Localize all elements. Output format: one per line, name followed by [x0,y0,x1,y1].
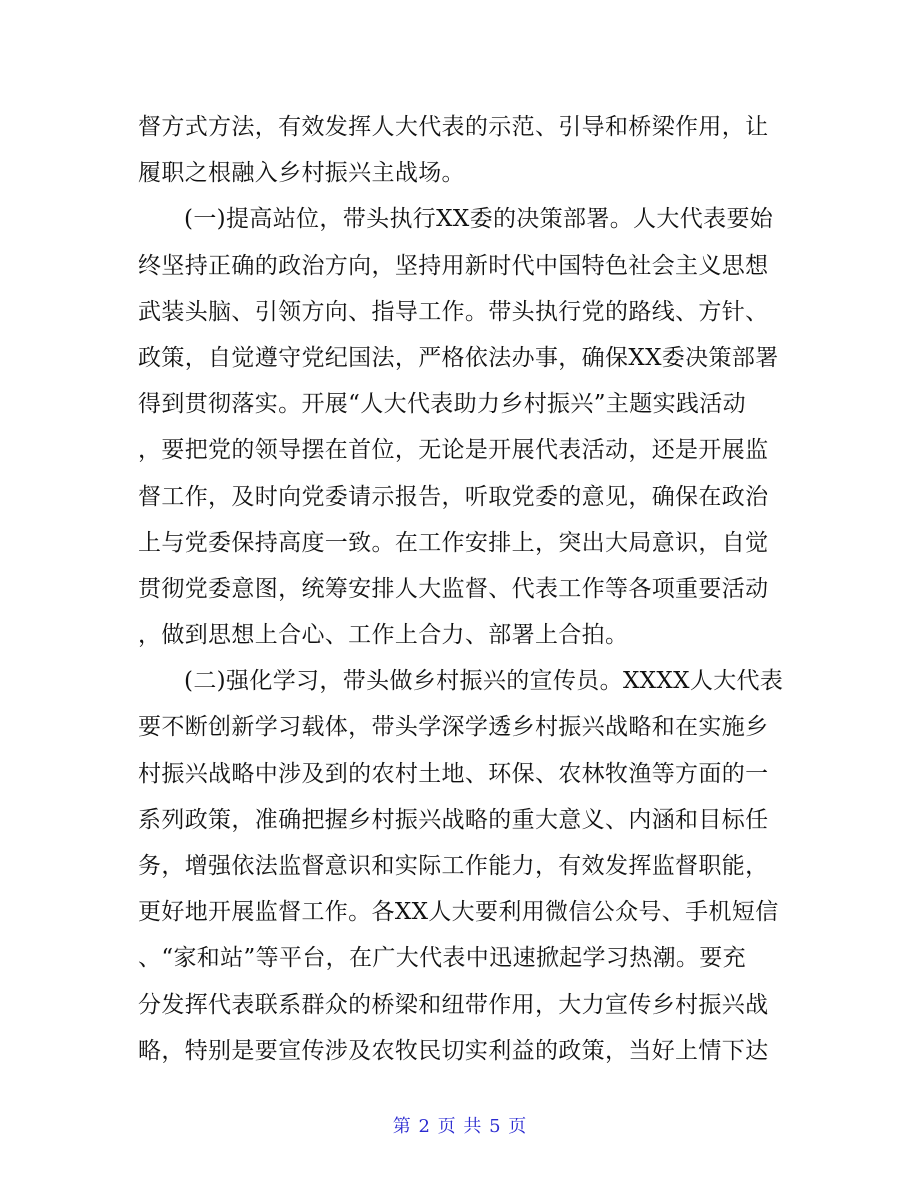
text-line: 履职之根融入乡村振兴主战场。 [138,160,465,187]
text-line: 更好地开展监督工作。各XX人大要利用微信公众号、手机短信 [138,899,779,926]
text-line: 贯彻党委意图，统筹安排人大监督、代表工作等各项重要活动 [138,575,769,602]
text-line: 政策，自觉遵守党纪国法，严格依法办事，确保XX委决策部署 [138,344,779,371]
text-line: 略，特别是要宣传涉及农牧民切实利益的政策，当好上情下达 [138,1037,769,1064]
text-line: 村振兴战略中涉及到的农村土地、环保、农林牧渔等方面的一 [138,760,769,787]
text-line: 要不断创新学习载体，带头学深学透乡村振兴战略和在实施乡 [138,714,769,741]
text-line: 分发挥代表联系群众的桥梁和纽带作用，大力宣传乡村振兴战 [138,991,769,1018]
text-line: 督工作，及时向党委请示报告，听取党委的意见，确保在政治 [138,483,769,510]
document-body [138,104,788,1074]
text-line: 上与党委保持高度一致。在工作安排上，突出大局意识，自觉 [138,529,769,556]
text-line: ，要把党的领导摆在首位，无论是开展代表活动，还是开展监 [138,437,769,464]
text-line: (一)提高站位，带头执行XX委的决策部署。人大代表要始 [184,206,774,233]
text-line: 、“家和站”等平台，在广大代表中迅速掀起学习热潮。要充 [138,945,746,972]
text-line: 武装头脑、引领方向、指导工作。带头执行党的路线、方针、 [138,298,769,325]
text-line: 务，增强依法监督意识和实际工作能力，有效发挥监督职能， [138,853,769,879]
text-line: 督方式方法，有效发挥人大代表的示范、引导和桥梁作用，让 [138,114,769,140]
text-line: 得到贯彻落实。开展“人大代表助力乡村振兴”主题实践活动 [138,391,746,418]
text-line: (二)强化学习，带头做乡村振兴的宣传员。XXXX人大代表 [184,668,784,695]
text-line: ，做到思想上合心、工作上合力、部署上合拍。 [138,622,629,649]
text-line: 终坚持正确的政治方向，坚持用新时代中国特色社会主义思想 [138,252,769,279]
page-number-footer: 第 2 页 共 5 页 [392,1116,528,1137]
text-line: 系列政策，准确把握乡村振兴战略的重大意义、内涵和目标任 [138,806,769,833]
